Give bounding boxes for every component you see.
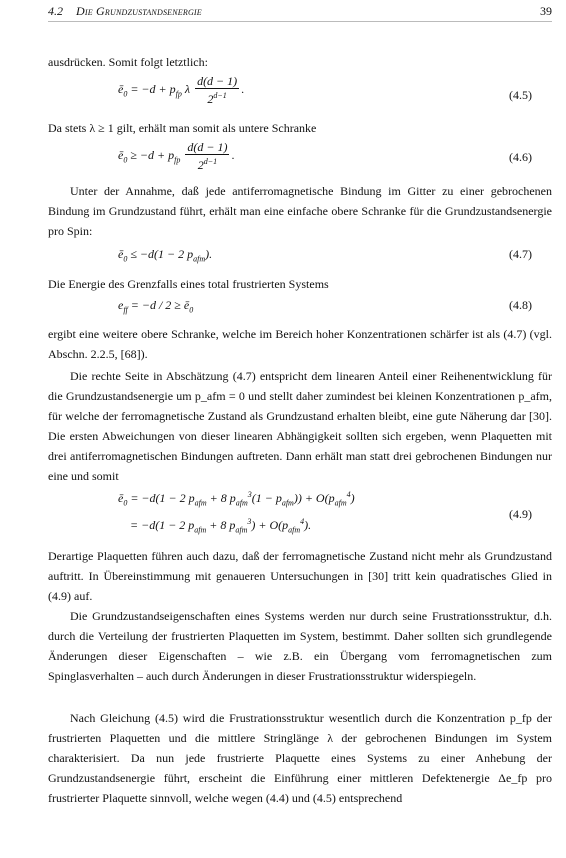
paragraph-3: Unter der Annahme, daß jede antiferromagnetische Bindung im Gitter zu einer gebrochenen Bindung im Grundzustand führt, erhält man eine einfache obere Schranke für die Grundzustandsenergie pro Spin: [48,184,552,238]
equation-4-5: $ē_0 = -d + p_{fp}$ λ $\frac{d(d - 1)}{2^{d-1}}$ . [118,74,245,106]
page-number: 39 [540,4,552,18]
section-title: Die Grundzustandsenergie [76,4,202,18]
equation-number-4-8: (4.8) [509,298,532,312]
equation-4-6: $ē_0 \ge -d + p_{fp}$ $\frac{d(d - 1)}{2^{d-1}}$ . [118,140,235,172]
equation-number-4-6: (4.6) [509,150,532,164]
paragraph-2: Da stets λ ≥ 1 gilt, erhält man somit als untere Schranke [48,121,317,135]
running-header [48,4,202,19]
paragraph-8: Die Grundzustandseigenschaften eines Systems werden nur durch seine Frustrationsstruktur, d.h. durch die Verteilung der frustrierten Plaquetten im System, bestimmt. Daher sollten sich grundlegende Änderungen dieser Eigenschaften – wie z.B. ein Übergang vom ferromagnetischen zum Spinglasverhalten – auch durch Änderungen in dieser Frustrationsstruktur widerspiegeln. [48,609,552,683]
paragraph-4: Die Energie des Grenzfalls eines total frustrierten Systems [48,277,329,291]
equation-4-7: $ē_0 \le -d(1 - 2$ $p_{afm}$). [118,247,213,264]
paragraph-1: ausdrücken. Somit folgt letztlich: [48,55,208,69]
equation-number-4-7: (4.7) [509,247,532,261]
paragraph-7: Derartige Plaquetten führen auch dazu, daß der ferromagnetische Zustand nicht mehr als Grundzustand auftritt. In Übereinstimmung mit genaueren Untersuchungen in [30] tritt kein quadratisches Glied in (4.9) auf. [48,549,552,603]
equation-4-8: $e_{ff} = -d / 2$ ≥ $ē_0$ [118,298,194,315]
header-rule [48,21,552,22]
section-number: 4.2 [48,4,63,18]
paragraph-6: Die rechte Seite in Abschätzung (4.7) entspricht dem linearen Anteil einer Reihenentwicklung für die Grundzustandsenergie um p_afm = 0 und stellt daher zumindest bei kleinen Konzentrationen p_afm, für welche der ferromagnetische Zustand als Grundzustand erhalten bleibt, eine gute Näherung dar [30]. Die ersten Abweichungen von dieser linearen Abhängigkeit sollten sich ergeben, wenn Plaquetten mit drei antiferromagnetischen Bindungen auftreten. Dann erhält man statt drei gebrochenen Bindungen nur eine und somit [48,369,552,483]
equation-4-9-line-2: = −d(1 − 2 $p_{afm} + 8$ $p_{afm}^3) + O(p_{afm}^4)$. [130,517,312,535]
equation-4-9-line-1: $ē_0 = -d(1 - 2$ $p_{afm} + 8$ $p_{afm}^3(1 - p_{afm})) + O(p_{afm}^4)$ [118,490,355,508]
paragraph-5: ergibt eine weitere obere Schranke, welche im Bereich hoher Konzentrationen schärfer ist als (4.7) (vgl. Abschn. 2.2.5, [68]). [48,327,552,361]
equation-number-4-9: (4.9) [509,507,532,521]
equation-number-4-5: (4.5) [509,88,532,102]
paragraph-9: Nach Gleichung (4.5) wird die Frustrationsstruktur wesentlich durch die Konzentration p_fp der frustrierten Plaquetten und die mittlere Stringlänge λ der gebrochenen Bindungen im System charakterisiert. Da nun jede frustrierte Plaquette eines Systems zu einer Anhebung der Grundzustandsenergie führt, erscheint die Einführung einer mittleren Defektenergie Δe_fp pro frustrierter Plaquette sinnvoll, welche wegen (4.4) und (4.5) entsprechend [48,711,552,805]
